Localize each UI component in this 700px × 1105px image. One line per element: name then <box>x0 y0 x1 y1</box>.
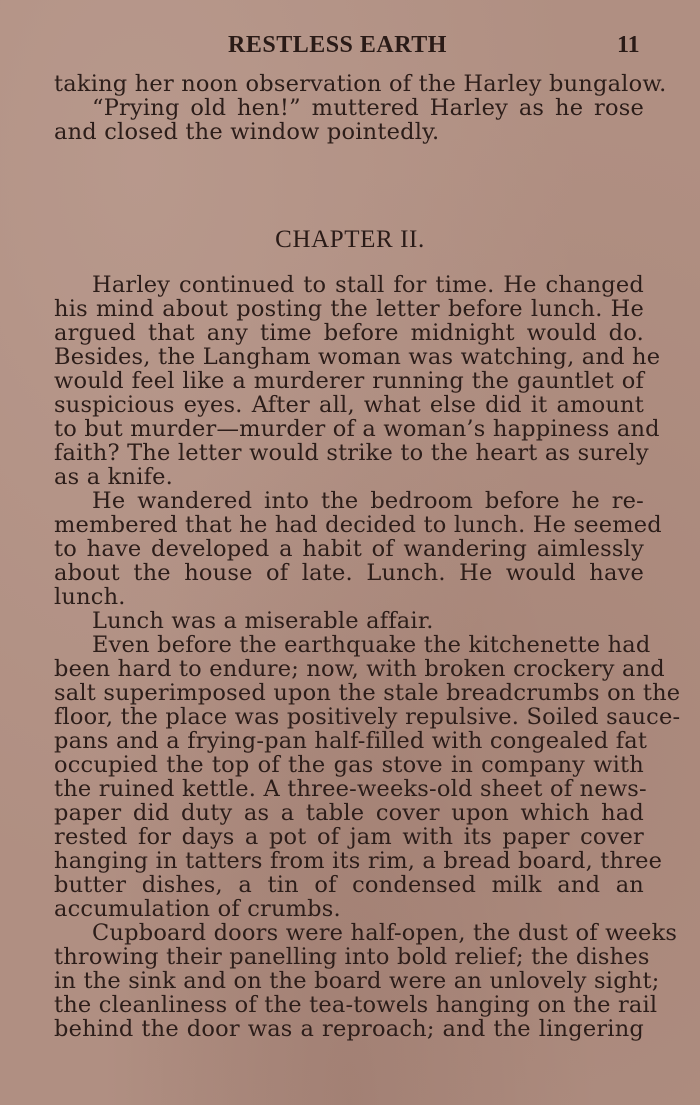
text-line: throwing their panelling into bold relief; the dishes <box>54 944 650 970</box>
text-line: the ruined kettle. A three-weeks-old sheet of news- <box>54 776 647 802</box>
text-line: the cleanliness of the tea-towels hanging on the rail <box>54 992 658 1018</box>
text-line: Besides, the Langham woman was watching, and he <box>54 344 661 370</box>
text-line: butter dishes, a tin of condensed milk and an <box>54 872 644 898</box>
text-line: lunch. <box>54 584 126 610</box>
text-line: floor, the place was positively repulsive. Soiled sauce- <box>54 704 681 730</box>
text-line: would feel like a murderer running the gauntlet of <box>54 368 644 394</box>
text-line: “Prying old hen!” muttered Harley as he rose <box>92 95 644 121</box>
text-line: Even before the earthquake the kitchenette had <box>92 632 651 658</box>
text-line: to but murder—murder of a woman’s happiness and <box>54 416 660 442</box>
text-line: He wandered into the bedroom before he re- <box>92 488 644 514</box>
text-line: salt superimposed upon the stale breadcrumbs on the <box>54 680 681 706</box>
text-line: taking her noon observation of the Harley bungalow. <box>54 71 667 97</box>
running-title: RESTLESS EARTH <box>228 32 447 58</box>
text-line: as a knife. <box>54 464 173 490</box>
text-line: accumulation of crumbs. <box>54 896 341 922</box>
text-line: behind the door was a reproach; and the lingering <box>54 1016 644 1042</box>
text-line: argued that any time before midnight would do. <box>54 320 644 346</box>
text-line: rested for days a pot of jam with its paper cover <box>54 824 644 850</box>
text-line: faith? The letter would strike to the heart as surely <box>54 440 649 466</box>
chapter-body <box>54 272 681 1042</box>
text-line: pans and a frying-pan half-filled with congealed fat <box>54 728 648 754</box>
page-number: 11 <box>617 32 640 58</box>
text-line: in the sink and on the board were an unlovely sight; <box>54 968 660 994</box>
text-line: occupied the top of the gas stove in company with <box>54 752 644 778</box>
running-head <box>0 32 700 62</box>
text-line: been hard to endure; now, with broken crockery and <box>54 656 665 682</box>
paragraph-continuation <box>54 71 667 145</box>
text-line: Harley continued to stall for time. He changed <box>92 272 644 298</box>
text-line: to have developed a habit of wandering aimlessly <box>54 536 644 562</box>
text-line: his mind about posting the letter before lunch. He <box>54 296 644 322</box>
text-line: Lunch was a miserable affair. <box>92 608 434 634</box>
text-line: paper did duty as a table cover upon which had <box>54 800 644 826</box>
text-line: suspicious eyes. After all, what else did it amount <box>54 392 644 418</box>
text-line: Cupboard doors were half-open, the dust of weeks <box>92 920 678 946</box>
text-line: membered that he had decided to lunch. He seemed <box>54 512 662 538</box>
chapter-heading: CHAPTER II. <box>275 226 425 253</box>
text-line: hanging in tatters from its rim, a bread board, three <box>54 848 663 874</box>
text-line: about the house of late. Lunch. He would have <box>54 560 644 586</box>
text-line: and closed the window pointedly. <box>54 119 440 145</box>
